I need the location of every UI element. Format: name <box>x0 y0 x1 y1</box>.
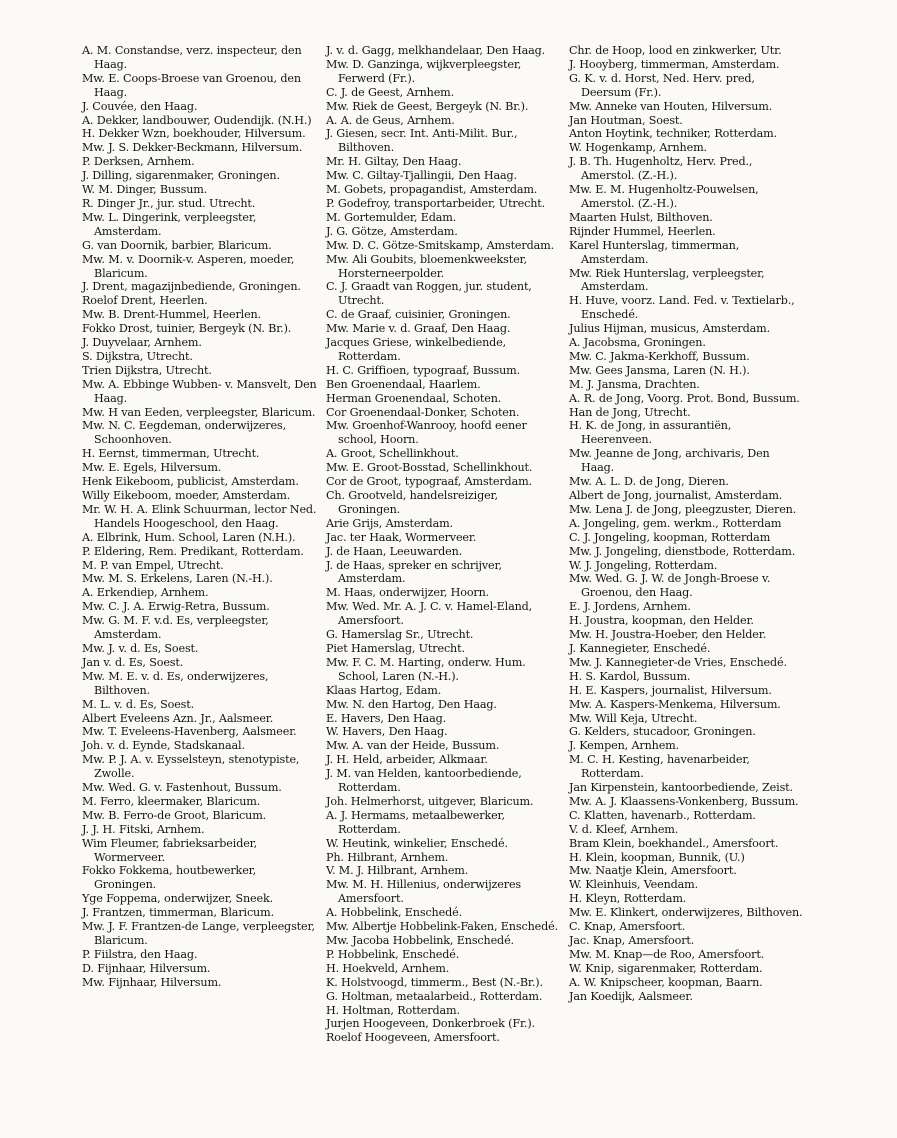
name-entry: M. Ferro, kleermaker, Blaricum. <box>82 794 261 808</box>
name-entry: J. Drent, magazijnbediende, Groningen. <box>82 280 301 294</box>
name-entry: Mw. D. C. Götze-Smitskamp, Amsterdam. <box>326 238 554 252</box>
name-entry: H. K. de Jong, in assurantiën, Heerenveen. <box>569 419 732 447</box>
name-entry: J. H. Held, arbeider, Alkmaar. <box>326 753 488 767</box>
name-entry: Albert de Jong, journalist, Amsterdam. <box>569 489 783 502</box>
name-entry: Klaas Hartog, Edam. <box>326 683 442 697</box>
name-entry: J. B. Th. Hugenholtz, Herv. Pred., Amerstol. (Z.-H.). <box>569 155 753 183</box>
name-entry: R. Dinger Jr., jur. stud. Utrecht. <box>82 196 256 210</box>
name-entry: A. J. Hermams, metaalbewerker, Rotterdam. <box>326 808 505 836</box>
name-entry: Mw. E. Egels, Hilversum. <box>82 461 222 475</box>
name-entry: Maarten Hulst, Bilthoven. <box>569 210 713 224</box>
name-entry: A. A. de Geus, Arnhem. <box>326 113 455 127</box>
name-entry: H. Eernst, timmerman, Utrecht. <box>82 447 260 461</box>
name-entry: V. M. J. Hilbrant, Arnhem. <box>326 864 469 878</box>
name-entry: Piet Hamerslag, Utrecht. <box>326 641 465 655</box>
name-entry: M. C. H. Kesting, havenarbeider, Rotterdam. <box>569 753 750 781</box>
name-entry: J. de Haan, Leeuwarden. <box>326 544 463 558</box>
name-entry: Joh. v. d. Eynde, Stadskanaal. <box>82 739 245 753</box>
name-entry: E. J. Jordens, Arnhem. <box>569 600 691 614</box>
name-entry: Wim Fleumer, fabrieksarbeider, Wormerveer. <box>82 836 258 864</box>
name-entry: G. van Doornik, barbier, Blaricum. <box>82 238 272 252</box>
name-entry: J. Kempen, Arnhem. <box>569 739 680 753</box>
name-entry: J. Frantzen, timmerman, Blaricum. <box>82 906 274 920</box>
name-entry: Jurjen Hoogeveen, Donkerbroek (Fr.). <box>326 1017 535 1031</box>
name-entry: Mw. B. Ferro-de Groot, Blaricum. <box>82 808 267 822</box>
name-entry: Roelof Drent, Heerlen. <box>82 294 208 308</box>
name-entry: Mw. A. van der Heide, Bussum. <box>326 739 500 753</box>
name-entry: W. Havers, Den Haag. <box>326 725 448 739</box>
name-entry: K. Holstvoogd, timmerm., Best (N.-Br.). <box>326 975 543 989</box>
name-entry: V. d. Kleef, Arnhem. <box>569 822 679 836</box>
name-entry: Mw. M. S. Erkelens, Laren (N.-H.). <box>82 572 273 586</box>
name-entry: Mw. P. J. A. v. Eysselsteyn, stenotypiste, Zwolle. <box>82 753 300 781</box>
name-entry: Mw. Wed. Mr. A. J. C. v. Hamel-Eland, Amersfoort. <box>326 600 533 628</box>
name-entry: H. Kleyn, Rotterdam. <box>569 892 687 906</box>
name-entry: H. Huve, voorz. Land. Fed. v. Textielarb., Enschedé. <box>569 294 795 322</box>
name-entry: Mw. B. Drent-Hummel, Heerlen. <box>82 308 262 322</box>
name-entry: G. K. v. d. Horst, Ned. Herv. pred, Deersum (Fr.). <box>569 71 755 99</box>
name-entry: Mw. Ali Goubits, bloemenkweekster, Horsterneerpolder. <box>326 252 527 280</box>
name-entry: W. Hogenkamp, Arnhem. <box>569 141 707 155</box>
name-entry: W. Heutink, winkelier, Enschedé. <box>326 836 508 850</box>
name-entry: Mr. H. Giltay, Den Haag. <box>326 155 462 169</box>
name-entry: Mw. Fijnhaar, Hilversum. <box>82 975 222 989</box>
name-entry: C. Knap, Amersfoort. <box>569 920 686 934</box>
name-entry: Mw. A. J. Klaassens-Vonkenberg, Bussum. <box>569 794 799 808</box>
name-entry: Herman Groenendaal, Schoten. <box>326 391 502 405</box>
name-entry: A. Jacobsma, Groningen. <box>569 336 706 350</box>
name-entry: E. Havers, Den Haag. <box>326 711 447 725</box>
name-entry: S. Dijkstra, Utrecht. <box>82 349 193 363</box>
name-entry: W. Knip, sigarenmaker, Rotterdam. <box>569 961 763 975</box>
name-entry: J. Hooyberg, timmerman, Amsterdam. <box>569 57 780 71</box>
name-entry: J. Dilling, sigarenmaker, Groningen. <box>82 169 280 183</box>
name-entry: A. Elbrink, Hum. School, Laren (N.H.). <box>82 530 296 544</box>
name-entry: P. Godefroy, transportarbeider, Utrecht. <box>326 196 546 210</box>
name-entry: Bram Klein, boekhandel., Amersfoort. <box>569 836 779 850</box>
name-entry: Cor de Groot, typograaf, Amsterdam. <box>326 475 532 489</box>
name-entry: Jac. Knap, Amersfoort. <box>569 934 695 947</box>
name-entry: Mw. D. Ganzinga, wijkverpleegster, Ferwerd (Fr.). <box>326 57 522 85</box>
name-entry: Henk Eikeboom, publicist, Amsterdam. <box>82 475 299 489</box>
name-entry: Mw. Groenhof-Wanrooy, hoofd eener school, Hoorn. <box>326 419 527 447</box>
name-entry: Willy Eikeboom, moeder, Amsterdam. <box>82 489 291 502</box>
name-entry: Mw. C. Giltay-Tjallingii, Den Haag. <box>326 169 517 183</box>
name-entry: H. S. Kardol, Bussum. <box>569 669 691 683</box>
name-entry: Karel Hunterslag, timmerman, Amsterdam. <box>569 238 740 266</box>
name-entry: Jan Koedijk, Aalsmeer. <box>569 989 693 1003</box>
column-2 <box>326 44 562 1045</box>
name-entry: J. G. Götze, Amsterdam. <box>326 224 458 238</box>
name-entry: H. C. Griffioen, typograaf, Bussum. <box>326 363 520 377</box>
name-entry: C. J. Graadt van Roggen, jur. student, Utrecht. <box>326 280 532 308</box>
name-entry: J. Duyvelaar, Arnhem. <box>82 336 202 350</box>
name-entry: Mw. J. S. Dekker-Beckmann, Hilversum. <box>82 141 303 155</box>
name-entry: Yge Foppema, onderwijzer, Sneek. <box>82 892 274 906</box>
name-entry: Mw. H. Joustra-Hoeber, den Helder. <box>569 628 767 642</box>
name-entry: G. Kelders, stucadoor, Groningen. <box>569 725 756 739</box>
name-entry: Ch. Grootveld, handelsreiziger, Groningen. <box>326 489 498 516</box>
name-entry: Albert Eveleens Azn. Jr., Aalsmeer. <box>82 711 274 725</box>
name-entry: H. Joustra, koopman, den Helder. <box>569 614 754 628</box>
name-entry: W. J. Jongeling, Rotterdam. <box>569 558 718 572</box>
name-entry: Mw. Riek Hunterslag, verpleegster, Amsterdam. <box>569 266 765 294</box>
name-entry: H. Klein, koopman, Bunnik, (U.) <box>569 850 745 864</box>
name-entry: A. Hobbelink, Enschedé. <box>326 906 462 920</box>
name-entry: Mw. Naatje Klein, Amersfoort. <box>569 864 737 878</box>
name-entry: Mw. G. M. F. v.d. Es, verpleegster, Amsterdam. <box>82 614 269 642</box>
name-entry: Mw. C. Jakma-Kerkhoff, Bussum. <box>569 349 750 363</box>
name-entry: H. E. Kaspers, journalist, Hilversum. <box>569 683 772 697</box>
name-entry: Mw. E. M. Hugenholtz-Pouwelsen, Amerstol. (Z.-H.). <box>569 183 759 210</box>
name-entry: A. R. de Jong, Voorg. Prot. Bond, Bussum. <box>569 391 800 405</box>
name-entry: Roelof Hoogeveen, Amersfoort. <box>326 1031 500 1045</box>
name-entry: Ph. Hilbrant, Arnhem. <box>326 850 449 864</box>
name-entry: Mw. E. Klinkert, onderwijzeres, Bilthoven. <box>569 906 803 920</box>
name-entry: Mw. T. Eveleens-Havenberg, Aalsmeer. <box>82 725 297 739</box>
name-entry: C. de Graaf, cuisinier, Groningen. <box>326 308 511 322</box>
name-entry: D. Fijnhaar, Hilversum. <box>82 961 211 975</box>
name-entry: P. Derksen, Arnhem. <box>82 155 195 169</box>
name-entry: Jan Houtman, Soest. <box>569 113 683 127</box>
name-entry: H. Holtman, Rotterdam. <box>326 1003 460 1017</box>
name-entry: Jan Kirpenstein, kantoorbediende, Zeist. <box>569 781 793 795</box>
name-entry: A. M. Constandse, verz. inspecteur, den Haag. <box>82 44 302 71</box>
name-entry: M. P. van Empel, Utrecht. <box>82 558 224 572</box>
name-entry: Trien Dijkstra, Utrecht. <box>82 363 212 377</box>
name-entry: Mw. H van Eeden, verpleegster, Blaricum. <box>82 405 316 419</box>
name-entry: J. v. d. Gagg, melkhandelaar, Den Haag. <box>326 44 546 57</box>
name-entry: Mw. N. den Hartog, Den Haag. <box>326 697 497 711</box>
name-entry: Han de Jong, Utrecht. <box>569 405 691 419</box>
name-entry: J. Couvée, den Haag. <box>82 99 198 113</box>
name-entry: A. Jongeling, gem. werkm., Rotterdam <box>569 516 782 530</box>
name-entry: Mw. Anneke van Houten, Hilversum. <box>569 99 773 113</box>
name-entry: J. de Haas, spreker en schrijver, Amsterdam. <box>326 558 502 586</box>
name-entry: J. J. H. Fitski, Arnhem. <box>82 822 205 836</box>
name-entry: Mw. Wed. G. v. Fastenhout, Bussum. <box>82 781 282 795</box>
name-entry: Mw. J. Kannegieter-de Vries, Enschedé. <box>569 655 787 669</box>
name-entry: Mw. Albertje Hobbelink-Faken, Enschedé. <box>326 920 558 934</box>
name-entry: Mw. Riek de Geest, Bergeyk (N. Br.). <box>326 99 529 113</box>
name-entry: P. Hobbelink, Enschedé. <box>326 947 460 961</box>
name-entry: Chr. de Hoop, lood en zinkwerker, Utr. <box>569 44 782 57</box>
column-1 <box>82 44 318 990</box>
name-entry: M. Haas, onderwijzer, Hoorn. <box>326 586 490 600</box>
name-entry: Joh. Helmerhorst, uitgever, Blaricum. <box>326 794 534 808</box>
name-entry: H. Dekker Wzn, boekhouder, Hilversum. <box>82 127 306 141</box>
name-entry: Jan v. d. Es, Soest. <box>82 655 184 669</box>
name-entry: Mw. J. F. Frantzen-de Lange, verpleegster, Blaricum. <box>82 920 315 947</box>
name-entry: M. L. v. d. Es, Soest. <box>82 697 195 711</box>
name-entry: Mw. A. L. D. de Jong, Dieren. <box>569 475 729 489</box>
name-entry: Mw. M. Knap—de Roo, Amersfoort. <box>569 947 765 961</box>
name-entry: C. J. de Geest, Arnhem. <box>326 85 455 99</box>
name-entry: P. Eldering, Rem. Predikant, Rotterdam. <box>82 544 304 558</box>
name-entry: Mw. C. J. A. Erwig-Retra, Bussum. <box>82 600 270 614</box>
name-entry: M. Gortemulder, Edam. <box>326 210 457 224</box>
name-entry: J. Giesen, secr. Int. Anti-Milit. Bur., Bilthoven. <box>326 127 518 155</box>
name-entry: Jacques Griese, winkelbediende, Rotterdam. <box>326 336 507 363</box>
name-entry: M. J. Jansma, Drachten. <box>569 377 700 391</box>
name-entry: Rijnder Hummel, Heerlen. <box>569 224 716 238</box>
name-entry: Mw. M. v. Doornik-v. Asperen, moeder, Blaricum. <box>82 252 295 280</box>
name-entry: A. Dekker, landbouwer, Oudendijk. (N.H.) <box>82 113 312 127</box>
column-3 <box>569 44 805 1004</box>
name-entry: Fokko Drost, tuinier, Bergeyk (N. Br.). <box>82 322 292 336</box>
name-entry: Mw. Will Keja, Utrecht. <box>569 711 698 725</box>
name-entry: Julius Hijman, musicus, Amsterdam. <box>569 322 770 336</box>
name-entry: Mw. F. C. M. Harting, onderw. Hum. School, Laren (N.-H.). <box>326 655 526 683</box>
name-entry: J. Kannegieter, Enschedé. <box>569 641 711 655</box>
name-entry: P. Fiilstra, den Haag. <box>82 947 198 961</box>
name-entry: Mw. J. Jongeling, dienstbode, Rotterdam. <box>569 544 796 558</box>
name-entry: Mw. J. v. d. Es, Soest. <box>82 641 199 655</box>
name-entry: Anton Hoytink, techniker, Rotterdam. <box>569 127 777 141</box>
name-entry: Mw. Jacoba Hobbelink, Enschedé. <box>326 934 514 947</box>
name-entry: Mw. A. Ebbinge Wubben- v. Mansvelt, Den Haag. <box>82 377 317 405</box>
name-entry: Mr. W. H. A. Elink Schuurman, lector Ned. Handels Hoogeschool, den Haag. <box>82 502 317 530</box>
name-entry: A. Groot, Schellinkhout. <box>326 447 459 461</box>
name-entry: Arie Grijs, Amsterdam. <box>326 516 453 530</box>
name-entry: J. M. van Helden, kantoorbediende, Rotterdam. <box>326 767 522 795</box>
name-entry: Mw. L. Dingerink, verpleegster, Amsterdam. <box>82 210 257 238</box>
name-entry: Mw. M. H. Hillenius, onderwijzeres Amersfoort. <box>326 878 522 906</box>
name-entry: Jac. ter Haak, Wormerveer. <box>326 530 477 544</box>
name-entry: Mw. Jeanne de Jong, archivaris, Den Haag. <box>569 447 770 475</box>
name-entry: W. Kleinhuis, Veendam. <box>569 878 699 892</box>
name-entry: Mw. E. Groot-Bosstad, Schellinkhout. <box>326 461 533 475</box>
name-entry: G. Hamerslag Sr., Utrecht. <box>326 628 474 642</box>
name-entry: H. Hoekveld, Arnhem. <box>326 961 450 975</box>
name-entry: Mw. Gees Jansma, Laren (N. H.). <box>569 363 750 377</box>
name-entry: C. J. Jongeling, koopman, Rotterdam <box>569 530 771 544</box>
name-entry: A. W. Knipscheer, koopman, Baarn. <box>569 975 763 989</box>
name-entry: Mw. E. Coops-Broese van Groenou, den Haag. <box>82 71 301 99</box>
name-entry: Ben Groenendaal, Haarlem. <box>326 377 481 391</box>
name-entry: Mw. Marie v. d. Graaf, Den Haag. <box>326 322 511 336</box>
name-entry: Fokko Fokkema, houtbewerker, Groningen. <box>82 864 257 892</box>
name-entry: W. M. Dinger, Bussum. <box>82 183 208 197</box>
name-entry: Mw. Lena J. de Jong, pleegzuster, Dieren. <box>569 502 797 516</box>
name-entry: Mw. Wed. G. J. W. de Jongh-Broese v. Groenou, den Haag. <box>569 572 771 600</box>
name-entry: C. Klatten, havenarb., Rotterdam. <box>569 808 756 822</box>
name-entry: Mw. M. E. v. d. Es, onderwijzeres, Bilthoven. <box>82 669 269 697</box>
name-entry: Mw. A. Kaspers-Menkema, Hilversum. <box>569 697 781 711</box>
name-entry: G. Holtman, metaalarbeid., Rotterdam. <box>326 989 543 1003</box>
name-entry: Cor Groenendaal-Donker, Schoten. <box>326 405 520 419</box>
name-entry: M. Gobets, propagandist, Amsterdam. <box>326 183 538 197</box>
name-entry: A. Erkendiep, Arnhem. <box>82 586 209 600</box>
name-entry: Mw. N. C. Eegdeman, onderwijzeres, Schoonhoven. <box>82 419 286 447</box>
